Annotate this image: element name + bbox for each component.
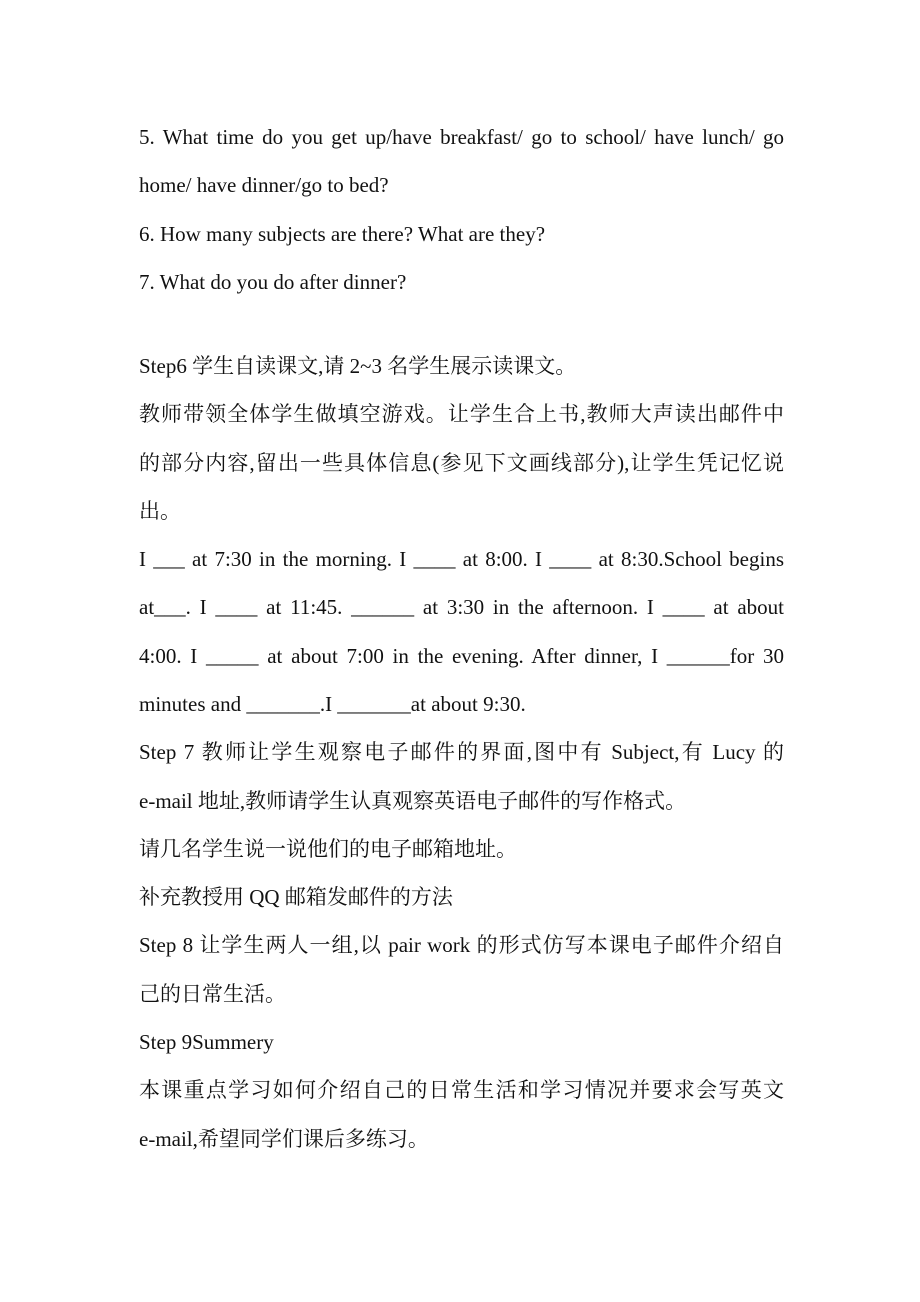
cloze-line-2: at___. I ____ at 11:45. ______ at 3:30 in the afternoon. I ____ at about	[139, 595, 784, 619]
step6-text-line-2: 的部分内容,留出一些具体信息(参见下文画线部分),让学生凭记忆说	[139, 451, 784, 475]
step7-line-3: 请几名学生说一说他们的电子邮箱地址。	[139, 837, 517, 861]
step7-line-2: e-mail 地址,教师请学生认真观察英语电子邮件的写作格式。	[139, 789, 687, 813]
cloze-line-1: I ___ at 7:30 in the morning. I ____ at 8:00. I ____ at 8:30.School begins	[139, 547, 784, 571]
cloze-line-3: 4:00. I _____ at about 7:00 in the evening. After dinner, I ______for 30	[139, 644, 784, 668]
step6-text-line-3: 出。	[139, 499, 181, 523]
summary-line-1: 本课重点学习如何介绍自己的日常生活和学习情况并要求会写英文	[139, 1078, 784, 1102]
question-7: 7. What do you do after dinner?	[139, 270, 407, 294]
step7-line-4: 补充教授用 QQ 邮箱发邮件的方法	[139, 885, 453, 909]
summary-line-2: e-mail,希望同学们课后多练习。	[139, 1127, 429, 1151]
step8-line-1: Step 8 让学生两人一组,以 pair work 的形式仿写本课电子邮件介绍自	[139, 933, 784, 957]
step6-heading: Step6 学生自读课文,请 2~3 名学生展示读课文。	[139, 354, 577, 378]
question-6: 6. How many subjects are there? What are they?	[139, 222, 546, 246]
question-5-line-1: 5. What time do you get up/have breakfast/ go to school/ have lunch/ go	[139, 125, 784, 149]
step9-heading: Step 9Summery	[139, 1030, 274, 1054]
step7-line-1: Step 7 教师让学生观察电子邮件的界面,图中有 Subject,有 Lucy 的	[139, 740, 784, 764]
cloze-line-4: minutes and _______.I _______at about 9:30.	[139, 692, 526, 716]
question-5-line-2: home/ have dinner/go to bed?	[139, 173, 389, 197]
step6-text-line-1: 教师带领全体学生做填空游戏。让学生合上书,教师大声读出邮件中	[139, 402, 784, 426]
step8-line-2: 己的日常生活。	[139, 982, 286, 1006]
